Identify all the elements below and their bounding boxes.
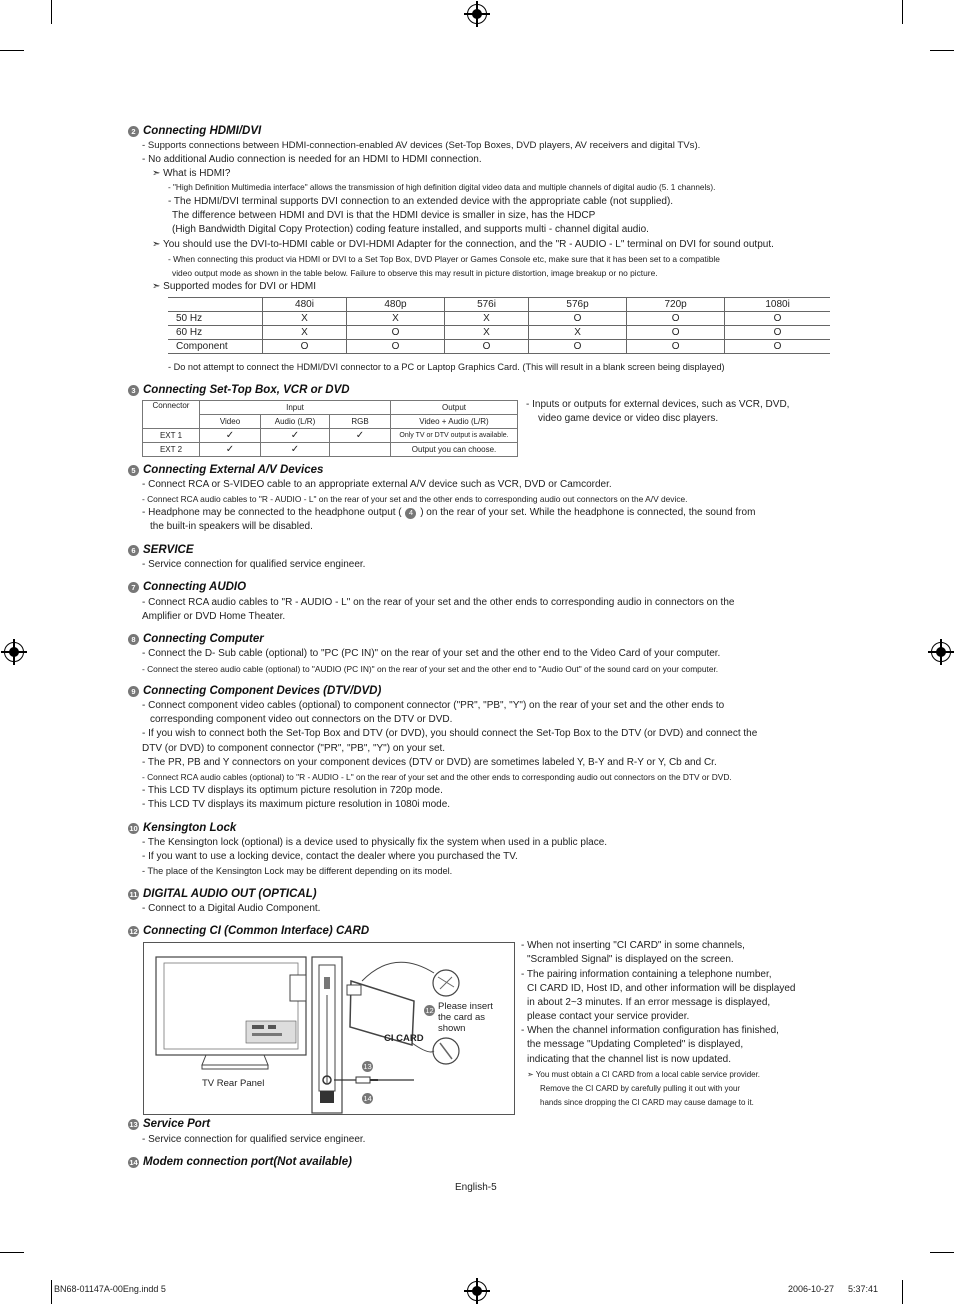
- table-cell: O: [445, 340, 529, 354]
- table-header-cell: Video: [200, 415, 261, 429]
- av-line: - Connect RCA or S-VIDEO cable to an appropriate external A/V device such as VCR, DVD or Camcorder.: [142, 479, 612, 490]
- table-header-cell: Output: [391, 401, 518, 415]
- service-line: - Service connection for qualified service engineer.: [142, 559, 366, 570]
- section-computer-title: 8 Connecting Computer: [128, 633, 264, 645]
- table-row-header: 60 Hz: [168, 326, 263, 340]
- table-cell: O: [725, 326, 830, 340]
- registration-mark-icon: [467, 4, 487, 24]
- component-line: - This LCD TV displays its maximum picture resolution in 1080i mode.: [142, 799, 451, 810]
- kensington-line: - The Kensington lock (optional) is a device used to physically fix the system when used in a public place.: [142, 837, 608, 848]
- section-number-badge: 9: [128, 686, 139, 697]
- crop-mark: [0, 1252, 24, 1253]
- table-header-cell: 1080i: [725, 298, 830, 312]
- table-row: [168, 340, 830, 354]
- ci-note: CI CARD ID, Host ID, and other information will be displayed: [527, 983, 796, 994]
- dvi-note: ➣ You should use the DVI-to-HDMI cable or DVI-HDMI Adapter for the connection, and the "R - AUDIO - L" terminal on DVI for sound output.: [152, 239, 774, 250]
- table-cell: O: [627, 326, 725, 340]
- section-number-badge: 13: [129, 1119, 138, 1129]
- audio-line: - Connect RCA audio cables to "R - AUDIO - L" on the rear of your set and the other ends to corresponding audio in connectors on the: [142, 597, 735, 608]
- registration-mark-icon: [931, 642, 951, 662]
- table-row-header: Component: [168, 340, 263, 354]
- component-line: - The PR, PB and Y connectors on your component devices (DTV or DVD) are sometimes labeled Y, B-Y and R-Y or Y, Cb and Cr.: [142, 757, 717, 768]
- what-is-hdmi: ➣ What is HDMI?: [152, 168, 231, 179]
- ci-note: in about 2~3 minutes. If an error message is displayed,: [527, 997, 771, 1008]
- check-icon: ✓: [330, 429, 391, 443]
- hdmi-line: - Supports connections between HDMI-connection-enabled AV devices (Set-Top Boxes, DVD players, AV receivers and digital TVs).: [142, 140, 701, 151]
- crop-mark: [51, 0, 52, 24]
- component-line: corresponding component video out connectors on the DTV or DVD.: [150, 714, 453, 725]
- table-cell: O: [725, 312, 830, 326]
- what-is-line: The difference between HDMI and DVI is that the HDMI device is smaller in size, has the HDCP: [172, 210, 596, 221]
- check-icon: ✓: [200, 429, 261, 443]
- callout-12-badge: 12: [425, 1006, 434, 1015]
- what-is-line: - "High Definition Multimedia interface" allows the transmission of high definition digital video data and multiple channels of digital audio (5. 1 channels).: [168, 183, 716, 192]
- section-number-badge: 7: [128, 582, 139, 593]
- crop-mark: [51, 1280, 52, 1304]
- table-cell: X: [346, 312, 444, 326]
- check-icon: ✓: [261, 429, 330, 443]
- ci-note: "Scrambled Signal" is displayed on the screen.: [527, 954, 734, 965]
- table-row: [143, 443, 518, 457]
- table-cell: O: [725, 340, 830, 354]
- section-number-badge: 10: [129, 823, 138, 833]
- footer-file: BN68-01147A-00Eng.indd 5: [54, 1284, 166, 1294]
- section-component-title: 9 Connecting Component Devices (DTV/DVD): [128, 685, 381, 697]
- callout-14-badge: 14: [363, 1094, 372, 1103]
- ci-note: the message "Updating Completed" is displayed,: [527, 1039, 744, 1050]
- table-row: [168, 326, 830, 340]
- section-ci-title: 12 Connecting CI (Common Interface) CARD: [129, 925, 370, 937]
- table-row-header: EXT 2: [143, 443, 200, 457]
- table-cell: [168, 298, 263, 312]
- what-is-line: - The HDMI/DVI terminal supports DVI connection to an extended device with the appropriate cable (not supplied).: [168, 196, 674, 207]
- ci-small-note: hands since dropping the CI CARD may cause damage to it.: [540, 1098, 754, 1107]
- ci-small-note: Remove the CI CARD by carefully pulling it out with your: [540, 1084, 741, 1093]
- section-service-title: 6 SERVICE: [128, 544, 194, 556]
- section-modem-title: 14 Modem connection port(Not available): [129, 1156, 352, 1168]
- table-header-cell: Video + Audio (L/R): [391, 415, 518, 429]
- component-line: - Connect component video cables (optional) to component connector ("PR", "PB", "Y") on the rear of your set and the other ends to: [142, 700, 725, 711]
- table-cell: X: [263, 312, 347, 326]
- page-number: English-5: [455, 1182, 497, 1193]
- section-number-badge: 12: [129, 926, 138, 936]
- table-cell: O: [529, 340, 627, 354]
- component-line: - Connect RCA audio cables (optional) to "R - AUDIO - L" on the rear of your set and the other ends to corresponding audio out connectors on the DTV or DVD.: [142, 772, 732, 782]
- check-icon: ✓: [261, 443, 330, 457]
- table-cell: O: [346, 326, 444, 340]
- table-cell: O: [627, 312, 725, 326]
- section-kensington-title: 10 Kensington Lock: [129, 822, 237, 834]
- table-row-header: 50 Hz: [168, 312, 263, 326]
- av-line: the built-in speakers will be disabled.: [150, 521, 313, 532]
- table-cell: O: [263, 340, 347, 354]
- table-cell: O: [346, 340, 444, 354]
- headphone-number-badge: 4: [405, 508, 416, 519]
- table-cell: [330, 443, 391, 457]
- section-number-badge: 11: [129, 889, 138, 899]
- section-number-badge: 6: [128, 545, 139, 556]
- table-cell: O: [627, 340, 725, 354]
- table-row: [143, 429, 518, 443]
- ci-note: - When not inserting "CI CARD" in some channels,: [521, 940, 745, 951]
- table-header-cell: Connector: [143, 401, 200, 429]
- crop-mark: [930, 50, 954, 51]
- crop-mark: [902, 1280, 903, 1304]
- dvi-sub-line: - When connecting this product via HDMI or DVI to a Set Top Box, DVD Player or Games Console etc, make sure that it has been set to a compatible: [168, 254, 720, 264]
- av-line: - Headphone may be connected to the headphone output ( 4 ) on the rear of your set. While the headphone is connected, the sound from: [142, 507, 756, 518]
- table-header-row: [143, 415, 518, 429]
- footer-time: 5:37:41: [848, 1284, 879, 1294]
- section-audio-title: 7 Connecting AUDIO: [128, 581, 246, 593]
- supported-modes-table: [168, 297, 830, 354]
- service-port-line: - Service connection for qualified service engineer.: [142, 1134, 366, 1145]
- table-header-row: [143, 401, 518, 415]
- table-cell: Only TV or DTV output is available.: [391, 429, 518, 443]
- section-number-badge: 14: [129, 1157, 138, 1167]
- table-header-cell: 480p: [346, 298, 444, 312]
- table-header-row: [168, 298, 830, 312]
- table-header-cell: 576p: [529, 298, 627, 312]
- component-line: - This LCD TV displays its optimum picture resolution in 720p mode.: [142, 785, 443, 796]
- hdmi-line: - No additional Audio connection is needed for an HDMI to HDMI connection.: [142, 154, 482, 165]
- section-number-badge: 2: [128, 126, 139, 137]
- section-av-title: 5 Connecting External A/V Devices: [128, 464, 323, 476]
- table-cell: X: [445, 326, 529, 340]
- section-service-port-title: 13 Service Port: [129, 1118, 211, 1130]
- component-line: DTV (or DVD) to component connector ("PR", "PB", "Y") on your set.: [142, 743, 446, 754]
- dvi-sub-line: video output mode as shown in the table below. Failure to observe this may result in picture distortion, image breakup or no picture.: [172, 268, 658, 278]
- check-icon: ✓: [200, 443, 261, 457]
- crop-mark: [902, 0, 903, 24]
- table-header-cell: Input: [200, 401, 391, 415]
- supported-modes-note: ➣ Supported modes for DVI or HDMI: [152, 281, 316, 292]
- kensington-line: - If you want to use a locking device, contact the dealer where you purchased the TV.: [142, 851, 518, 862]
- crop-mark: [0, 50, 24, 51]
- table-header-cell: RGB: [330, 415, 391, 429]
- table-cell: X: [529, 326, 627, 340]
- audio-line: Amplifier or DVD Home Theater.: [142, 611, 286, 622]
- what-is-line: (High Bandwidth Digital Copy Protection) coding feature installed, and supports multi - channel digital audio.: [172, 224, 649, 235]
- footer-date: 2006-10-27: [788, 1284, 835, 1294]
- table-header-cell: 720p: [627, 298, 725, 312]
- table-cell: X: [263, 326, 347, 340]
- registration-mark-icon: [467, 1281, 487, 1301]
- ci-card-diagram: [143, 942, 515, 1115]
- table-row-header: EXT 1: [143, 429, 200, 443]
- computer-line: - Connect the D- Sub cable (optional) to "PC (PC IN)" on the rear of your set and the other end to the Video Card of your computer.: [142, 648, 721, 659]
- ci-note: - The pairing information containing a telephone number,: [521, 969, 772, 980]
- section-hdmi-title: 2 Connecting HDMI/DVI: [128, 125, 261, 137]
- table-header-cell: 480i: [263, 298, 347, 312]
- crop-mark: [930, 1252, 954, 1253]
- section-number-badge: 3: [128, 385, 139, 396]
- section-optical-title: 11 DIGITAL AUDIO OUT (OPTICAL): [129, 888, 317, 900]
- section-number-badge: 8: [128, 634, 139, 645]
- section-number-badge: 5: [128, 465, 139, 476]
- table-row: [168, 312, 830, 326]
- optical-line: - Connect to a Digital Audio Component.: [142, 903, 321, 914]
- kensington-line: - The place of the Kensington Lock may be different depending on its model.: [142, 866, 453, 876]
- ci-note: please contact your service provider.: [527, 1011, 690, 1022]
- component-line: - If you wish to connect both the Set-Top Box and DTV (or DVD), you should connect the Set-Top Box to the DTV (or DVD) and connect the: [142, 728, 758, 739]
- computer-line: - Connect the stereo audio cable (optional) to "AUDIO (PC IN)" on the rear of your set and the other end to "Audio Out" of the sound card on your computer.: [142, 664, 719, 674]
- connector-table: [142, 400, 518, 457]
- settop-note: video game device or video disc players.: [538, 413, 719, 424]
- insert-instruction: Please insert the card as shown: [438, 1001, 493, 1034]
- hdmi-warning: - Do not attempt to connect the HDMI/DVI connector to a PC or Laptop Graphics Card. (This will result in a blank screen being displayed): [168, 362, 725, 372]
- settop-note: - Inputs or outputs for external devices, such as VCR, DVD,: [526, 399, 790, 410]
- table-cell: X: [445, 312, 529, 326]
- tv-rear-panel-label: TV Rear Panel: [202, 1078, 265, 1089]
- ci-note: indicating that the channel list is now updated.: [527, 1054, 732, 1065]
- callout-13-badge: 13: [363, 1062, 372, 1071]
- section-settop-title: 3 Connecting Set-Top Box, VCR or DVD: [128, 384, 350, 396]
- ci-note: - When the channel information configuration has finished,: [521, 1025, 779, 1036]
- table-header-cell: Audio (L/R): [261, 415, 330, 429]
- av-line: - Connect RCA audio cables to "R - AUDIO - L" on the rear of your set and the other ends to corresponding audio out connectors on the A/V device.: [142, 494, 688, 504]
- table-cell: Output you can choose.: [391, 443, 518, 457]
- registration-mark-icon: [4, 642, 24, 662]
- ci-card-label: CI CARD: [384, 1033, 424, 1044]
- table-cell: O: [529, 312, 627, 326]
- ci-small-note: ➣ You must obtain a CI CARD from a local cable service provider.: [527, 1070, 761, 1079]
- table-header-cell: 576i: [445, 298, 529, 312]
